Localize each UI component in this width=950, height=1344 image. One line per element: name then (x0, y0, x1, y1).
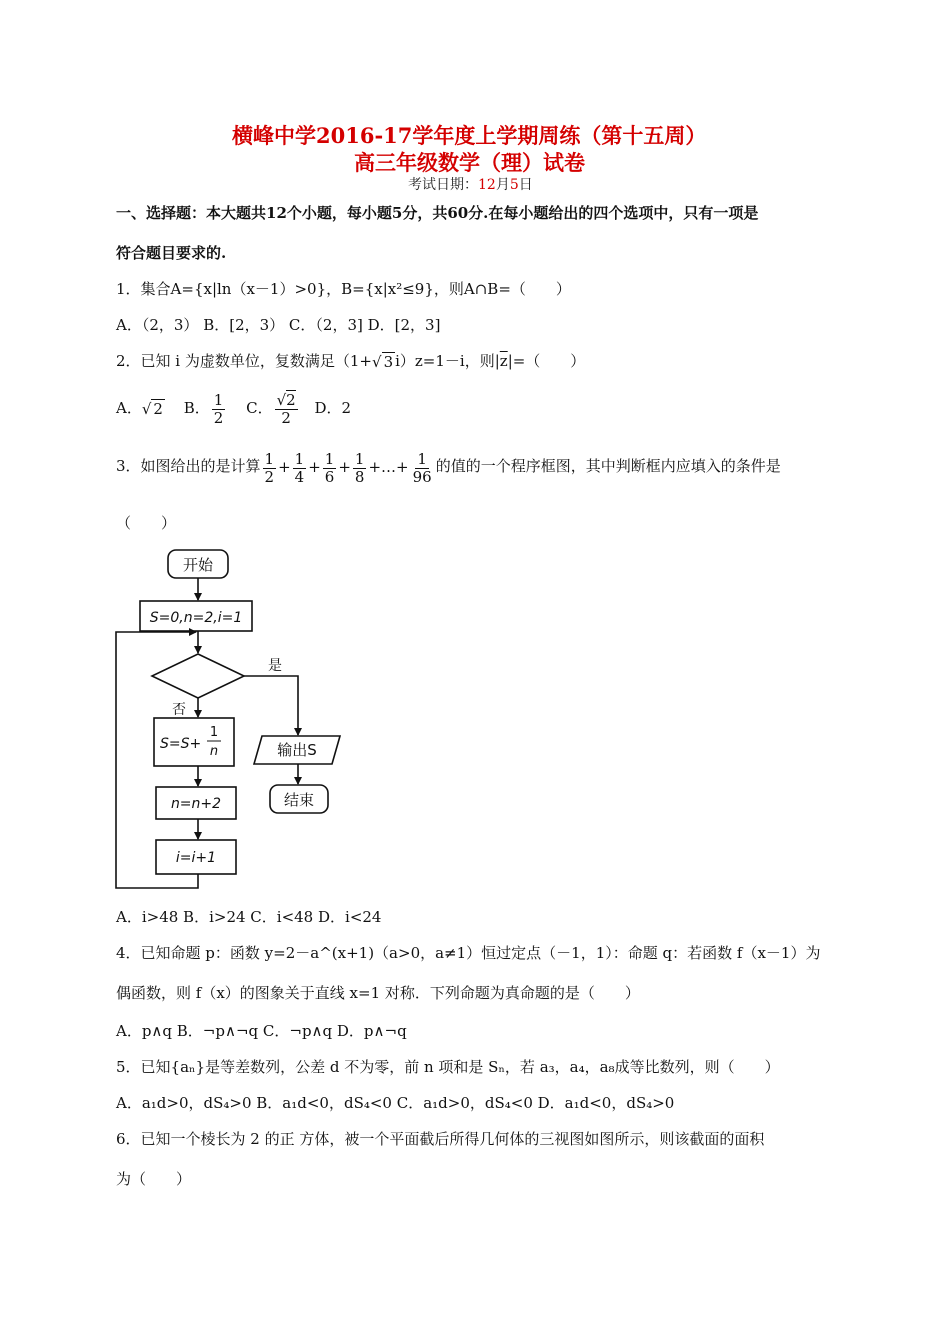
question-2-options: A．√ 2 B． $\frac{1}{2}$ C． $\frac{√2}{2}$ D．2 (116, 390, 352, 427)
flow-end-label: 结束 (283, 791, 315, 809)
question-5-stem: 5．已知{aₙ}是等差数列，公差 d 不为零，前 n 项和是 Sₙ，若 a₃，a₄，a₈成等比数列，则（ ） (116, 1058, 780, 1076)
section-heading-cont: 符合题目要求的. (116, 244, 227, 262)
fraction: $\frac{√2}{2}$ (276, 390, 296, 427)
flow-update-s-den: n (209, 744, 219, 759)
section-heading: 一、选择题：本大题共12个小题，每小题5分，共60分.在每小题给出的四个选项中，只有一项是 (116, 204, 759, 222)
flow-output-label: 输出S (277, 741, 317, 759)
flow-update-i-label: i=i+1 (175, 850, 217, 866)
series-expression: $\frac{1}{2}$ + $\frac{1}{4}$ + $\frac{1}{6}$ + $\frac{1}{8}$ +…+ $\frac{1}{96}$ (264, 449, 432, 486)
flow-init-label: S=0,n=2,i=1 (149, 610, 243, 626)
program-flowchart (110, 540, 350, 892)
page-subtitle: 高三年级数学（理）试卷 (354, 150, 585, 175)
question-4-line1: 4．已知命题 p：函数 y=2－a^(x+1)（a>0，a≠1）恒过定点（－1，1）：命题 q：若函数 f（x－1）为 (116, 944, 821, 962)
fraction: $\frac{1}{2}$ (213, 390, 224, 427)
flow-update-n-label: n=n+2 (170, 796, 222, 812)
sqrt-symbol: √ 3 (372, 353, 394, 371)
question-1-stem: 1．集合A={x|ln（x－1）>0}，B={x|x²≤9}，则A∩B=（ ） (116, 280, 571, 298)
flow-update-s-num: 1 (209, 725, 219, 740)
question-4-options: A．p∧q B．¬p∧¬q C．¬p∧q D．p∧¬q (116, 1022, 407, 1040)
page-title: 横峰中学2016-17学年度上学期周练（第十五周） (232, 123, 707, 148)
flow-start-label: 开始 (182, 556, 214, 574)
flow-decision-node (152, 654, 244, 698)
flow-update-s-label: S=S+ (160, 736, 202, 752)
question-6-line2: 为（ ） (116, 1170, 192, 1188)
question-4-line2: 偶函数，则 f（x）的图象关于直线 x=1 对称．下列命题为真命题的是（ ） (116, 984, 640, 1002)
question-5-options: A．a₁d>0，dS₄>0 B．a₁d<0，dS₄<0 C．a₁d>0，dS₄<0 D．a₁d<0，dS₄>0 (116, 1094, 675, 1112)
flow-yes-label: 是 (268, 658, 282, 674)
question-3-options: A．i>48 B．i>24 C．i<48 D．i<24 (116, 908, 382, 926)
flow-no-label: 否 (172, 702, 186, 718)
exam-date: 考试日期：12月5日 (408, 177, 533, 193)
question-3-stem: 3．如图给出的是计算 $\frac{1}{2}$ + $\frac{1}{4}$ + $\frac{1}{6}$ + $\frac{1}{8}$ +…+ $\frac{1}{96}$ 的值的一个程序框图，其中判断框内应填入的条件是 (116, 444, 781, 488)
question-6-line1: 6．已知一个棱长为 2 的正 方体，被一个平面截后所得几何体的三视图如图所示，则该截面的面积 (116, 1130, 765, 1148)
question-1-options: A．（2，3） B．[2，3） C．（2，3] D．[2，3] (116, 316, 441, 334)
question-3-paren: （ ） (116, 514, 177, 532)
question-2-stem: 2．已知 i 为虚数单位，复数满足（1+√ 3 i）z=1－i，则$|\overline{z}|=$（ ） (116, 352, 586, 371)
